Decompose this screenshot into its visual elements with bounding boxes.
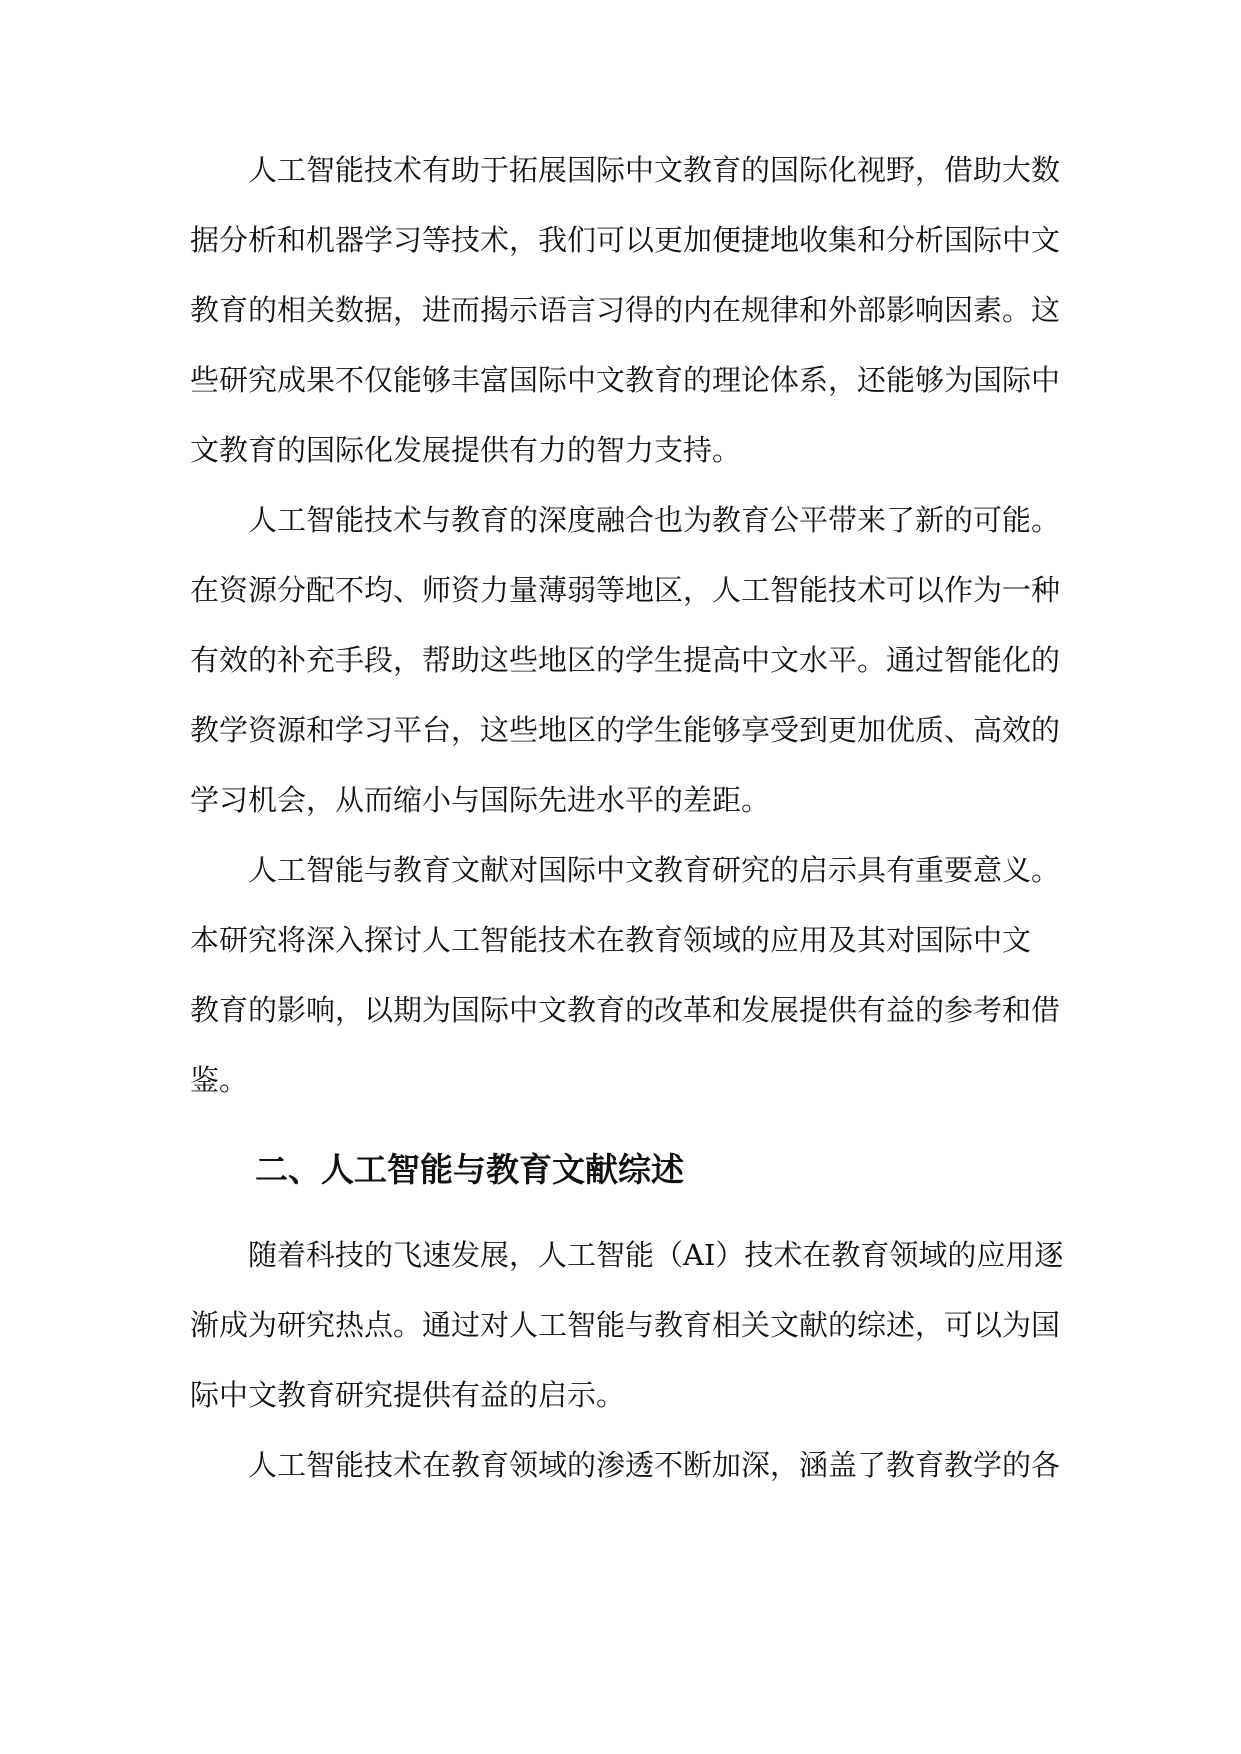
paragraph-3-line-3: 教育的影响，以期为国际中文教育的改革和发展提供有益的参考和借 [190, 993, 1061, 1027]
paragraph-5-line-1: 人工智能技术在教育领域的渗透不断加深，涵盖了教育教学的各 [248, 1448, 1061, 1482]
paragraph-1-line-5: 文教育的国际化发展提供有力的智力支持。 [190, 433, 742, 467]
paragraph-1-line-3: 教育的相关数据，进而揭示语言习得的内在规律和外部影响因素。这 [190, 293, 1061, 327]
paragraph-4-line-2: 渐成为研究热点。通过对人工智能与教育相关文献的综述，可以为国 [190, 1308, 1061, 1342]
paragraph-4-line-1: 随着科技的飞速发展，人工智能（AI）技术在教育领域的应用逐 [248, 1238, 1064, 1272]
paragraph-3-line-2: 本研究将深入探讨人工智能技术在教育领域的应用及其对国际中文 [190, 923, 1032, 957]
paragraph-2-line-3: 有效的补充手段，帮助这些地区的学生提高中文水平。通过智能化的 [190, 643, 1061, 677]
paragraph-2-line-5: 学习机会，从而缩小与国际先进水平的差距。 [190, 783, 771, 817]
paragraph-4-line-3: 际中文教育研究提供有益的启示。 [190, 1378, 626, 1412]
paragraph-1-line-4: 些研究成果不仅能够丰富国际中文教育的理论体系，还能够为国际中 [190, 363, 1061, 397]
paragraph-2-line-2: 在资源分配不均、师资力量薄弱等地区，人工智能技术可以作为一种 [190, 573, 1061, 607]
paragraph-1-line-1: 人工智能技术有助于拓展国际中文教育的国际化视野，借助大数 [248, 153, 1061, 187]
paragraph-2-line-4: 教学资源和学习平台，这些地区的学生能够享受到更加优质、高效的 [190, 713, 1061, 747]
paragraph-2-line-1: 人工智能技术与教育的深度融合也为教育公平带来了新的可能。 [248, 503, 1061, 537]
paragraph-1-line-2: 据分析和机器学习等技术，我们可以更加便捷地收集和分析国际中文 [190, 223, 1061, 257]
section-heading: 二、人工智能与教育文献综述 [255, 1150, 684, 1189]
paragraph-3-line-1: 人工智能与教育文献对国际中文教育研究的启示具有重要意义。 [248, 853, 1061, 887]
paragraph-3-line-4: 鉴。 [190, 1063, 249, 1097]
